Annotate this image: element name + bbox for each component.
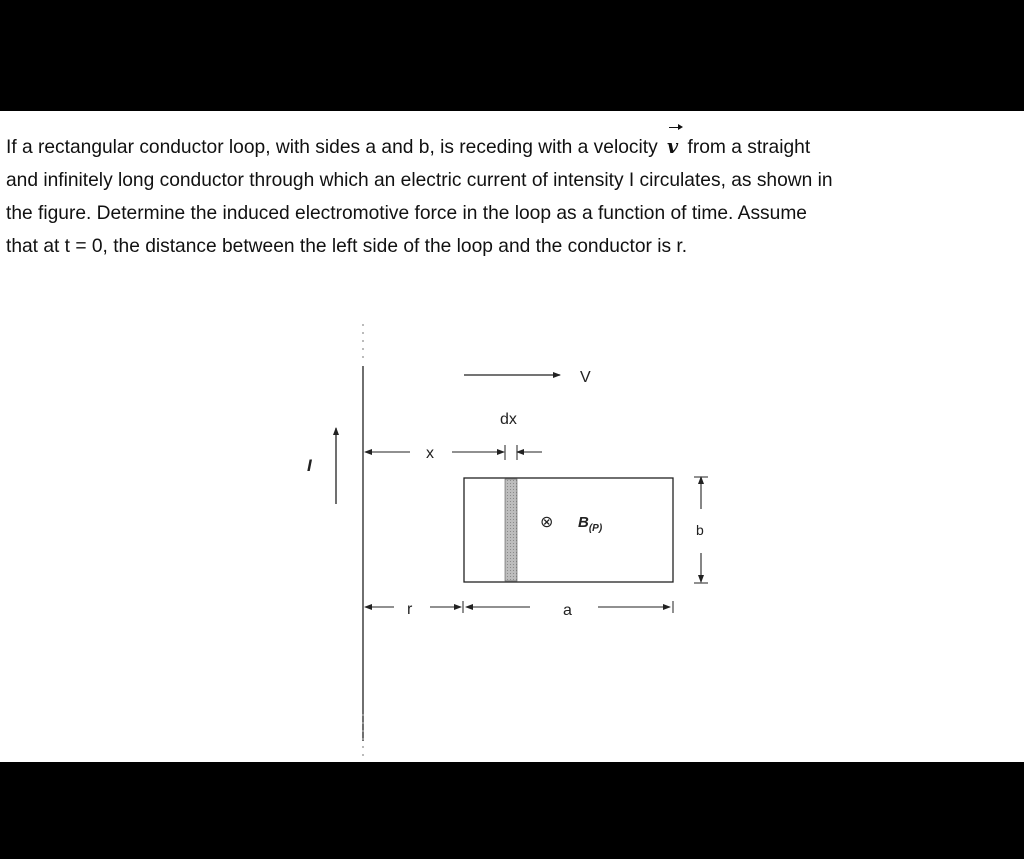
problem-line-1-start: If a rectangular conductor loop, with sides a and b, is receding with a velocity (6, 137, 658, 158)
dx-label: dx (500, 411, 517, 428)
rectangular-loop (464, 478, 673, 582)
velocity-label: V (580, 369, 591, 386)
field-subscript: (P) (588, 523, 603, 534)
bottom-black-bar (0, 762, 1024, 859)
current-label: I (307, 456, 312, 475)
problem-line-4: that at t = 0, the distance between the left side of the loop and the conductor is r. (6, 236, 688, 257)
problem-line-2: and infinitely long conductor through which an electric current of intensity I circulates, as shown in (6, 170, 833, 191)
problem-line-3: the figure. Determine the induced electromotive force in the loop as a function of time. Assume (6, 203, 807, 224)
top-black-bar (0, 0, 1024, 111)
problem-card (0, 111, 1024, 762)
velocity-vector-symbol: v (663, 130, 682, 163)
field-label: $B_{(P)}$ (578, 514, 603, 534)
r-label: r (407, 601, 413, 618)
b-label: b (696, 522, 704, 538)
conductor-loop-figure (0, 111, 1024, 762)
a-label: a (563, 602, 572, 619)
problem-line-1-end: from a straight (687, 137, 811, 158)
field-into-page-symbol: ⊗ (540, 514, 554, 531)
x-label: x (426, 445, 434, 462)
dx-strip (505, 479, 517, 581)
